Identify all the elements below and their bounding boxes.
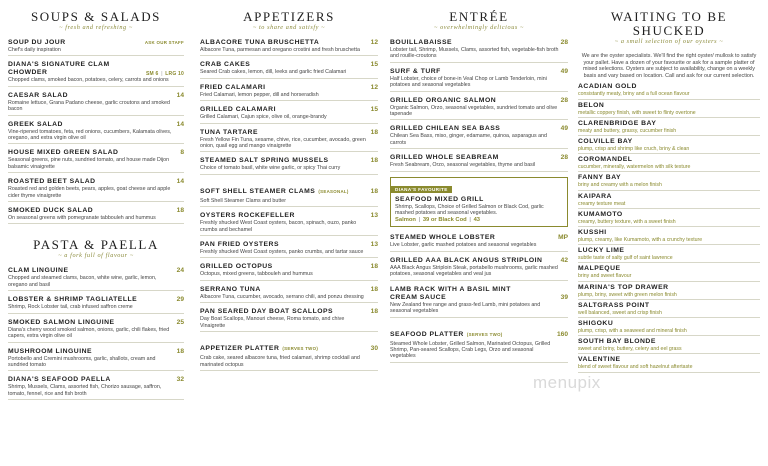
item-price: 25 — [176, 318, 184, 326]
oyster-desc: meaty and buttery, grassy, cucumber finish — [578, 127, 677, 134]
item-name: DIANA'S SEAFOOD PAELLA — [8, 376, 111, 384]
oyster-desc: plump, crisp and shrimp like cruch, briny & clean — [578, 145, 690, 152]
item-name: TUNA TARTARE — [200, 128, 258, 136]
oyster-item — [578, 247, 760, 263]
menu-item — [8, 92, 184, 116]
oyster-name: VALENTINE — [578, 356, 621, 364]
item-desc: Chef's daily inspiration — [8, 47, 61, 53]
oyster-desc: metallic coppery finish, with sweet to flinty overtone — [578, 109, 696, 116]
sm-price: 6 — [155, 71, 159, 78]
menu-item — [8, 178, 184, 202]
item-desc: New Zealand free range and grass-fed Lamb, mini potatoes and seasonal vegetables — [390, 301, 541, 315]
oyster-item — [578, 229, 760, 245]
menu-item — [200, 129, 378, 153]
item-name: CRAB CAKES — [200, 61, 251, 69]
oyster-item — [578, 138, 760, 154]
oyster-name: SOUTH BAY BLONDE — [578, 338, 656, 346]
oyster-desc: briny and sweet flavour — [578, 273, 632, 280]
sm-label: SM — [146, 71, 154, 78]
pasta-title: PASTA & PAELLA — [33, 237, 159, 253]
menu-item — [8, 61, 184, 86]
menu-item — [390, 257, 568, 281]
favourite-box — [390, 177, 568, 228]
item-price: 14 — [176, 91, 184, 99]
item-name: HOUSE MIXED GREEN SALAD — [8, 149, 119, 157]
item-price: 14 — [176, 178, 184, 186]
menu-item — [200, 106, 378, 123]
oyster-name: ACADIAN GOLD — [578, 83, 637, 91]
oyster-name: COLVILLE BAY — [578, 137, 633, 145]
oyster-name: COROMANDEL — [578, 156, 633, 164]
item-price: 12 — [370, 39, 378, 46]
menu-item — [200, 84, 378, 101]
item-name: LOBSTER & SHRIMP TAGLIATELLE — [8, 296, 138, 304]
soups-subtitle: ~ fresh and refreshing ~ — [59, 24, 133, 31]
oyster-desc: creamy, buttery texture, with a sweet finish — [578, 218, 676, 225]
item-name: FRIED CALAMARI — [200, 83, 266, 91]
item-desc: Lobster tail, Shrimp, Mussels, Clams, assorted fish, vegetable-fish broth and rouille-croutons — [390, 47, 559, 60]
favourite-or: or — [430, 217, 437, 224]
shucked-subtitle: ~ a small selection of our oysters ~ — [614, 38, 724, 45]
item-desc: Albacore Tuna, cucumber, avocado, serrano chili, and ponzu dressing — [200, 293, 364, 300]
favourite-prices: Salmon | 39 or Black Cod | 43 — [395, 217, 481, 224]
oysters-column — [578, 10, 760, 375]
item-name: PAN SEARED DAY BOAT SCALLOPS — [200, 308, 334, 316]
item-desc: Crab cake, seared albacore tuna, fried calamari, shrimp cocktail and marinated octopus — [200, 355, 360, 368]
pasta-subtitle: ~ a fork full of flavour ~ — [58, 252, 134, 260]
favourite-tag: DIANA'S FAVOURITE — [391, 186, 452, 193]
item-desc: Vine-ripened tomatoes, feta, red onions, cucumbers, Kalamata olives, oregano, and extra virgin olive oil — [8, 128, 172, 142]
item-price: 49 — [560, 125, 568, 133]
favourite-option1: Salmon — [395, 217, 416, 224]
item-price: 18 — [370, 285, 378, 293]
favourite-price1: 39 — [422, 217, 430, 224]
item-desc: Chopped clams, smoked bacon, potatoes, celery, carrots and onions — [8, 77, 169, 84]
item-desc: Half Lobster, choice of bone-in Veal Chop or Lamb Tenderloin, mini potatoes and seasonal vegetables — [390, 75, 547, 89]
favourite-price2: 43 — [473, 217, 481, 224]
item-size-prices: SM 6 | LRG 10 — [146, 71, 184, 78]
item-desc: Albacore Tuna, parmesan and oregano crostini and fresh bruschetta — [200, 47, 360, 53]
item-desc: Chilean Sea Bass, miso, ginger, edamame, quinoa, asparagus and carrots — [390, 133, 547, 146]
menu-item — [8, 39, 184, 56]
oyster-desc: subtle taste of salty gulf of saint lawrence — [578, 255, 673, 262]
item-price: 18 — [370, 308, 378, 316]
menu-item — [390, 68, 568, 92]
item-name: APPETIZER PLATTER — [200, 345, 280, 353]
menu-item — [8, 376, 184, 400]
item-name: CAESAR SALAD — [8, 91, 69, 99]
item-desc: Diana's cherry wood smoked salmon, onions, garlic, chili flakes, fried capers, extra virgin olive oil — [8, 326, 170, 340]
item-name: STEAMED WHOLE LOBSTER — [390, 234, 496, 242]
item-price: 18 — [370, 128, 378, 136]
menu-item — [8, 267, 184, 291]
oyster-name: LUCKY LIME — [578, 247, 625, 255]
item-price: 14 — [176, 120, 184, 128]
oyster-name: KUSSHI — [578, 229, 607, 236]
oyster-name: SHIGOKU — [578, 320, 614, 328]
appetizers-subtitle: ~ to share and satisfy ~ — [252, 24, 326, 31]
item-name: SURF & TURF — [390, 67, 441, 75]
item-price: 28 — [560, 96, 568, 104]
menu-item — [8, 319, 184, 343]
item-note: (SEASONAL) — [318, 188, 349, 194]
menu-item — [390, 154, 568, 171]
item-price: 15 — [370, 61, 378, 69]
menu-item — [390, 39, 568, 63]
item-price: 28 — [560, 39, 568, 46]
menu-item — [200, 61, 378, 78]
oyster-desc: plump, briny, sweet with green melon finish — [578, 291, 677, 298]
menu-item — [200, 241, 378, 258]
shucked-title: WAITING TO BE SHUCKED — [610, 9, 728, 38]
menu-item — [390, 286, 568, 318]
appetizers-column — [200, 10, 378, 376]
appetizers-title: APPETIZERS — [243, 9, 335, 24]
item-desc: Freshly shucked West Coast oysters, bacon, spinach, ouzo, panko crumbs and bechamel — [200, 220, 357, 233]
item-name: SOFT SHELL STEAMER CLAMS — [200, 187, 316, 195]
item-price: 18 — [370, 263, 378, 271]
item-price: 42 — [560, 256, 568, 264]
oyster-item — [578, 174, 760, 190]
oyster-item — [578, 356, 760, 372]
item-note: ASK OUR STAFF — [144, 40, 184, 45]
item-name: ROASTED BEET SALAD — [8, 178, 96, 186]
item-price: 18 — [176, 347, 184, 355]
item-name: GREEK SALAD — [8, 120, 63, 128]
item-desc: Fresh Yellow Fin Tuna, sesame, chive, rice, cucumber, avocado, green onion, quail egg and mango vinaigrette — [200, 136, 366, 150]
item-desc: Steamed Whole Lobster, Grilled Salmon, Marinated Octopus, Grilled Shrimp, Pan-seared Scallops, Crab Legs, Orzo and seasonal vegetables — [390, 340, 551, 360]
item-price: 12 — [370, 83, 378, 91]
menu-item — [8, 348, 184, 372]
item-price: 13 — [370, 241, 378, 249]
item-name: SOUP DU JOUR — [8, 39, 66, 46]
item-desc: Soft Shell Steamer Clams and butter — [200, 197, 286, 204]
item-name: PAN FRIED OYSTERS — [200, 241, 279, 249]
oyster-item — [578, 302, 760, 318]
item-price: 18 — [370, 187, 378, 195]
item-name: SMOKED SALMON LINGUINE — [8, 318, 115, 326]
item-price: 49 — [560, 67, 568, 75]
item-price: 8 — [180, 149, 184, 157]
favourite-desc: Shrimp, Scallops, Choice of Grilled Salmon or Black Cod, garlic mashed potatoes and seasonal vegetables. — [395, 203, 544, 217]
entree-title: ENTRÉE — [449, 9, 509, 24]
oyster-item — [578, 284, 760, 300]
item-name: GRILLED OCTOPUS — [200, 263, 273, 271]
entree-column — [390, 10, 568, 368]
item-desc: Shrimp, Rock Lobster tail, crab infused saffron creme — [8, 304, 133, 311]
item-desc: Portobello and Cremini mushrooms, garlic, shallots, cream and sundried tomato — [8, 355, 156, 368]
oyster-desc: creamy texture meat — [578, 200, 626, 207]
oyster-item — [578, 83, 760, 99]
oyster-name: SALTGRASS POINT — [578, 301, 650, 309]
soups-title: SOUPS & SALADS — [30, 9, 162, 24]
menu-item — [8, 121, 184, 145]
oyster-desc: well balanced, sweet and crisp finish — [578, 309, 662, 316]
item-desc: Fresh Seabream, Orzo, seasonal vegetables, thyme and basil — [390, 162, 536, 169]
oyster-name: BELON — [578, 101, 605, 109]
item-name: CLAM LINGUINE — [8, 267, 69, 275]
favourite-name: SEAFOOD MIXED GRILL — [395, 195, 484, 203]
oyster-name: FANNY BAY — [578, 174, 622, 182]
item-desc: Romaine lettuce, Grana Padano cheese, garlic croutons and smoked bacon — [8, 99, 170, 113]
pasta-section — [8, 238, 184, 400]
item-price: 28 — [560, 154, 568, 162]
oyster-name: KAIPARA — [578, 192, 612, 200]
item-name: DIANA'S SIGNATURE CLAM CHOWDER — [8, 61, 110, 77]
menu-item — [200, 157, 378, 174]
item-name: OYSTERS ROCKEFELLER — [200, 212, 295, 220]
item-price: 30 — [370, 345, 378, 353]
menu-item — [8, 207, 184, 224]
oyster-item — [578, 193, 760, 209]
item-name: GRILLED WHOLE SEABREAM — [390, 154, 499, 162]
menu-item — [200, 308, 378, 332]
menu-item — [8, 149, 184, 173]
item-price: 18 — [176, 207, 184, 215]
oyster-name: MALPEQUE — [578, 265, 621, 273]
oyster-desc: plump, creamy, like Kumamoto, with a crunchy texture — [578, 237, 703, 243]
oyster-desc: blend of sweet flavour and soft hazelnut aftertaste — [578, 364, 693, 371]
menu-item — [200, 212, 378, 236]
item-name: ALBACORE TUNA BRUSCHETTA — [200, 39, 320, 46]
menu-item — [390, 97, 568, 121]
oyster-desc: briny and creamy with a melon finish — [578, 182, 662, 189]
lg-price: 10 — [178, 71, 184, 78]
menu-item — [200, 263, 378, 280]
menu-item — [390, 323, 568, 363]
oyster-item — [578, 338, 760, 354]
soups-salads-column — [8, 10, 184, 405]
oyster-item — [578, 156, 760, 172]
menu-item — [390, 234, 568, 251]
item-desc: On seasonal greens with pomegranate tabbouleh and hummus — [8, 215, 156, 222]
menu-item — [200, 337, 378, 371]
item-desc: Choice of tomato basil, white wine garlic, or spicy Thai curry — [200, 165, 341, 172]
item-desc: Day Boat Scallops, Manouri cheese, Roma tomato, and chive Vinaigrette — [200, 316, 345, 329]
favourite-option2: Black Cod — [438, 217, 467, 224]
item-name: LAMB RACK WITH A BASIL MINT CREAM SAUCE — [390, 285, 511, 301]
item-name: GRILLED CHILEAN SEA BASS — [390, 125, 501, 133]
item-price: 15 — [370, 106, 378, 114]
menu-item — [200, 39, 378, 56]
lg-label: LRG — [165, 71, 177, 78]
oyster-name: MARINA'S TOP DRAWER — [578, 283, 669, 291]
item-name: GRILLED AAA BLACK ANGUS STRIPLOIN — [390, 256, 543, 264]
item-price: 13 — [370, 212, 378, 220]
item-name: GRILLED CALAMARI — [200, 106, 276, 114]
menu-item — [200, 180, 378, 207]
item-desc: Grilled Calamari, Cajun spice, olive oil, orange-brandy — [200, 114, 327, 121]
menu-item — [8, 296, 184, 313]
item-name: BOUILLABAISSE — [390, 39, 453, 46]
item-price: 160 — [556, 330, 568, 338]
item-name: SMOKED DUCK SALAD — [8, 207, 94, 215]
oyster-item — [578, 320, 760, 336]
oyster-desc: sweet and briny, buttery, celery and eel grass — [578, 346, 682, 353]
entree-subtitle: ~ overwhelmingly delicious ~ — [434, 24, 524, 31]
oyster-desc: consistantly meaty, briny and a full ocean flavour — [578, 91, 690, 98]
item-desc: Shrimp, Mussels, Clams, assorted fish, Chorizo sausage, saffron, tomato, fennel, rice and fish broth — [8, 384, 162, 397]
item-desc: Organic Salmon, Orzo, seasonal vegetables, sundried tomato and olive tapenade — [390, 104, 558, 118]
oyster-desc: plump, crisp, with a seaweed and mineral finish — [578, 328, 687, 335]
oyster-desc: cucumber, minerally, watermelon with silk texture — [578, 164, 691, 171]
item-name: MUSHROOM LINGUINE — [8, 347, 93, 355]
oyster-item — [578, 211, 760, 227]
item-name: SERRANO TUNA — [200, 285, 261, 293]
item-price: 32 — [176, 376, 184, 384]
watermark: menupix — [533, 373, 601, 392]
item-desc: Chopped and steamed clams, bacon, white wine, garlic, lemon, oregano and basil — [8, 275, 157, 288]
item-name: GRILLED ORGANIC SALMON — [390, 96, 497, 104]
item-desc: AAA Black Angus Striploin Steak, portabello mushrooms, garlic mashed potatoes, seasonal vegetables and veal jus — [390, 264, 558, 278]
item-desc: Octopus, mixed greens, tabbouleh and hummus — [200, 271, 313, 278]
item-price: MP — [558, 234, 568, 242]
item-note: (SERVES TWO) — [282, 346, 319, 352]
oyster-name: KUMAMOTO — [578, 210, 623, 218]
oyster-name: CLARENBRIDGE BAY — [578, 119, 657, 127]
item-desc: Seared Crab cakes, lemon, dill, leeks and garlic fried Calamari — [200, 69, 347, 76]
item-name: SEAFOOD PLATTER — [390, 330, 464, 338]
shucked-intro: We are the oyster specialists. We'll find the right oyster/ mullosk to satisfy your pallet. Have a dozen of your favourite or ask for a sample platter of mixed selections. Oysters are subject to availability, change on a weekly basis and vary based on location. Call and ask for our current selection. — [581, 53, 757, 79]
menu-item — [200, 286, 378, 303]
oyster-item — [578, 120, 760, 136]
oyster-item — [578, 265, 760, 281]
item-price: 29 — [176, 296, 184, 304]
oyster-item — [578, 102, 760, 118]
item-desc: Fried Calamari, lemon pepper, dill and horseradish — [200, 91, 319, 98]
item-desc: Live Lobster, garlic mashed potatoes and seasonal vegetables — [390, 242, 537, 249]
item-note: (SERVES TWO) — [466, 331, 503, 337]
item-price: 24 — [176, 267, 184, 275]
item-desc: Freshly shucked West Coast oysters, panko crumbs, and tartar sauce — [200, 249, 364, 256]
item-desc: Seasonal greens, pine nuts, sundried tomato, and house made Dijon balsamic vinaigrette — [8, 157, 170, 170]
item-price: 39 — [560, 293, 568, 301]
item-name: STEAMED SALT SPRING MUSSELS — [200, 157, 329, 165]
menu-item — [390, 125, 568, 149]
item-price: 18 — [370, 157, 378, 165]
item-desc: Roasted red and golden beets, pears, apples, goat cheese and apple cider thyme vinaigrette — [8, 186, 171, 199]
